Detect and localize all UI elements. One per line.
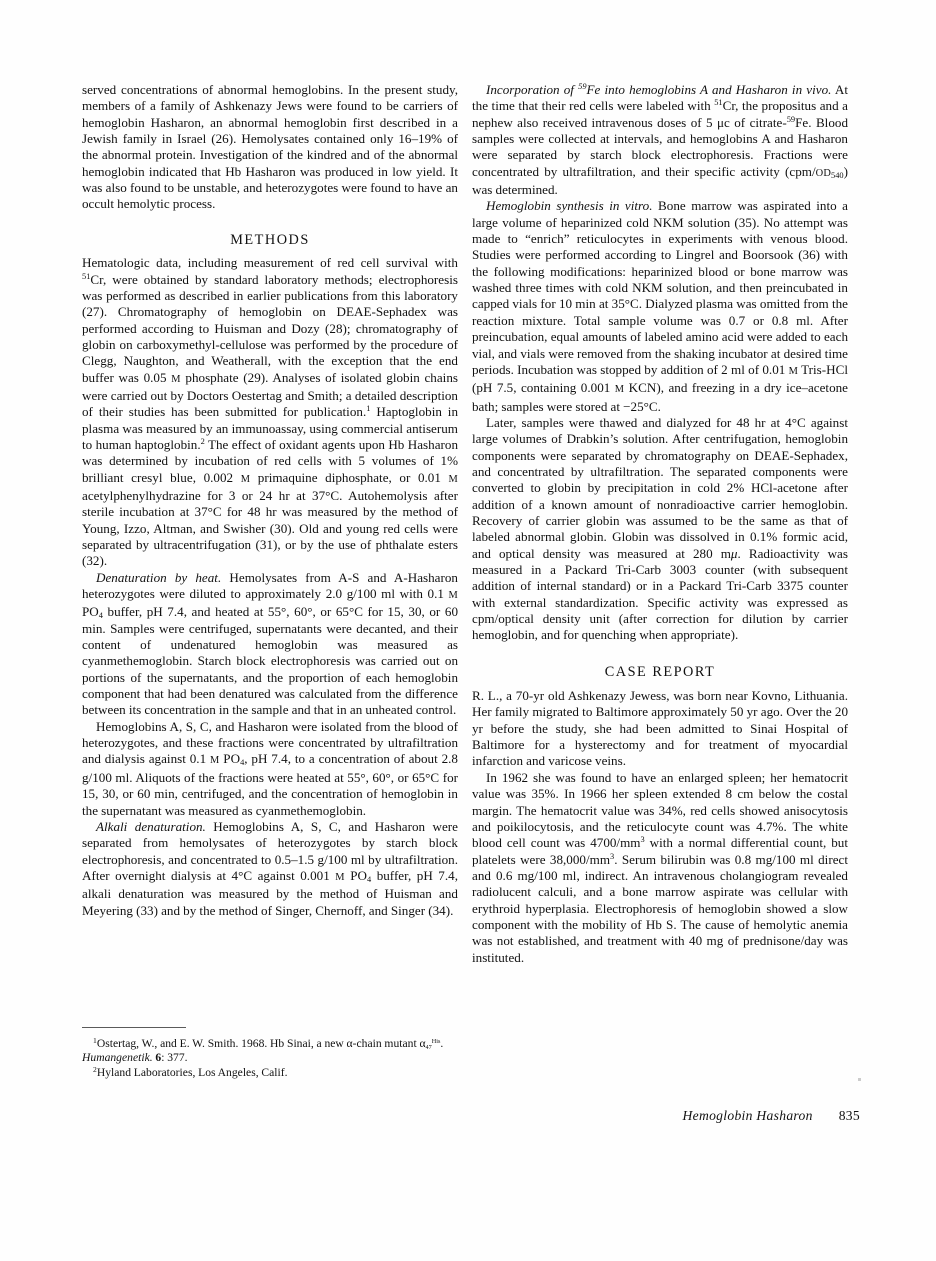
text-run: PO — [82, 604, 99, 620]
text-run: Hyland Laboratories, Los Angeles, Calif. — [96, 1065, 288, 1079]
smallcap-molar: M — [210, 755, 220, 767]
smallcap-molar: M — [448, 590, 458, 602]
footnote-marker-1[interactable]: 1 — [366, 404, 371, 414]
superscript-cubic-mm: 3 — [610, 851, 615, 861]
symbol-micro: μ — [730, 545, 738, 561]
text-run: KCN), and freezing in a dry ice–acetone bath; samples were stored at −25°C. — [472, 380, 848, 414]
spacer — [82, 248, 458, 255]
superscript-isotope-cr51: 51 — [714, 98, 723, 108]
footnote-number-1: 1 — [93, 1036, 97, 1045]
journal-name: Humangenetik. — [82, 1051, 153, 1065]
subscript-wavelength-540: 540 — [831, 170, 844, 180]
text-run: . Radioactivity was measured in a Packard Tri-Carb 3003 counter (with subsequent addition of internal standard) or in a Packard Tri-Carb 3375 counter with external standardization. Specific activity was expressed as cpm/optical density unit (after correction for dilution by carrier hemoglobin, and for quenching when appropriate). — [472, 545, 848, 643]
text-run: Haptoglobin in plasma was measured by an immunoassay, using commercial antiserum to human haptoglobin. — [82, 404, 458, 452]
text-run: primaquine diphosphate, or 0.01 — [250, 469, 449, 485]
subscript-phosphate-4: 4 — [366, 874, 372, 884]
footnote-marker-2[interactable]: 2 — [200, 436, 205, 446]
paragraph-denaturation-by-heat — [82, 570, 458, 719]
text-run: PO — [219, 751, 241, 767]
smallcap-molar: M — [614, 384, 625, 396]
spacer — [82, 213, 458, 232]
text-run: In 1962 she was found to have an enlarged spleen; her hematocrit value was 35%. In 1966 her spleen extended 8 cm below the costal margin. The hematocrit value was 34%, red cells showed anisocytosis and poikilocytosis, and the reticulocyte count was 4.7%. The white blood cell count was 4700/mm — [472, 769, 848, 851]
text-run: Bone marrow was aspirated into a large volume of heparinized cold NKM solution (35). No attempt was made to “enrich” reticulocytes in experiments with venous blood. Studies were performed according to Lingrel and Boorsook (36) with the following modifications: heparinized blood or bone marrow was washed three times with cold NKM solution, and then preincubated in capped vials for 10 min at 35°C. Dialyzed plasma was omitted from the reaction mixture. Total sample volume was 0.7 or 0.8 ml. After preincubation, equal amounts of labeled amino acid were added to each vial, and vials were removed from the shaking incubator at desired time periods. Incubation was stopped by addition of 2 ml of 0.01 — [472, 198, 848, 377]
paragraph-alkali-denaturation — [82, 819, 458, 919]
section-heading-methods: METHODS — [230, 231, 310, 248]
right-column — [472, 82, 848, 966]
run-in-heading-alkali: Alkali denaturation. — [96, 818, 206, 834]
journal-volume: 6 — [155, 1051, 162, 1065]
text-run: with a normal differential count, but platelets were 38,000/mm — [472, 835, 848, 867]
text-run: ) was determined. — [472, 163, 848, 198]
section-heading-case-report: CASE REPORT — [604, 663, 716, 680]
superscript-isotope-fe59: 59 — [786, 114, 796, 124]
text-run: . — [440, 1037, 444, 1050]
subscript-residue-position: 47 — [425, 1044, 432, 1051]
text-run: Hemolysates from A-S and A-Hasharon heterozygotes were diluted to approximately 2.0 g/100 ml with 0.1 — [82, 569, 458, 602]
text-run: Cr, the propositus and a nephew also received intravenous doses of 5 μc of citrate- — [472, 98, 848, 130]
smallcap-molar: M — [240, 473, 251, 485]
running-title: Hemoglobin Hasharon — [682, 1108, 813, 1123]
left-column — [82, 82, 458, 919]
paragraph-methods-hematologic — [82, 255, 458, 570]
smallcap-molar: M — [788, 365, 799, 377]
superscript-isotope-cr51: 51 — [82, 271, 91, 281]
run-in-heading-incorporation-a: Incorporation of — [486, 82, 579, 97]
text-run: : 377. — [161, 1051, 188, 1065]
spacer — [472, 644, 848, 664]
superscript-residue-his: His — [431, 1038, 441, 1045]
smallcap-molar: M — [448, 473, 458, 485]
text-run: Fe. Blood samples were collected at intervals, and hemoglobins A and Hasharon were separated by starch block electrophoresis. Fractions were concentrated by ultrafiltration, and their specific activity (cpm/ — [472, 114, 849, 179]
paragraph-hemoglobin-isolation — [82, 719, 458, 819]
text-run: , pH 7.4, to a concentration of about 2.8 g/100 ml. Aliquots of the fractions were heated at 55°, 60°, or 65°C for 15, 30, or 60 min, centrifuged, and the concentration of hemoglobin in the supernatant was measured as cyanmethemoglobin. — [82, 751, 458, 818]
text-run: At the time that their red cells were labeled with — [472, 82, 848, 114]
two-column-body — [82, 82, 860, 966]
footnote-block — [82, 1027, 458, 1080]
run-in-heading-denaturation: Denaturation by heat. — [96, 569, 222, 585]
text-run: Hematologic data, including measurement of red cell survival with — [82, 255, 458, 271]
run-in-heading-incorporation-b: Fe into hemoglobins A and Hasharon in vivo. — [586, 82, 832, 97]
footnote-separator-rule — [82, 1027, 186, 1028]
footnote-item-1 — [82, 1037, 458, 1066]
text-run: Tris-HCl (pH 7.5, containing 0.001 — [472, 361, 848, 396]
superscript-cubic-mm: 3 — [640, 835, 645, 845]
paragraph-case-history: R. L., a 70-yr old Ashkenazy Jewess, was born near Kovno, Lithuania. Her family migrated to Baltimore approximately 50 yr ago. Over the 20 yr before the study, she had been admitted to Sinai Hospital of Baltimore for a hysterectomy and for treatment of myocardial infarction and varicose veins. — [472, 688, 848, 769]
subscript-phosphate-4: 4 — [240, 758, 245, 768]
text-run: PO — [344, 867, 367, 883]
footnote-item-2 — [82, 1066, 458, 1080]
scan-artifact — [858, 1078, 861, 1081]
text-run: buffer, pH 7.4, alkali denaturation was measured by the method of Huisman and Meyering (33) and by the method of Singer, Chernoff, and Singer (34). — [82, 867, 458, 918]
text-run: Cr, were obtained by standard laboratory methods; electrophoresis was performed as described in earlier publications from this laboratory (27). Chromatography of hemoglobin on DEAE-Sephadex was performed according to Huisman and Dozy (28); chromatography of globin on carboxymethyl-cellulose was performed by the procedure of Clegg, Naughton, and Weatherall, with the exception that the end buffer was 0.05 — [82, 271, 458, 385]
text-run: Ostertag, W., and E. W. Smith. 1968. Hb Sinai, a new α-chain mutant α — [96, 1037, 426, 1050]
footnote-number-2: 2 — [93, 1064, 97, 1074]
text-run: . Serum bilirubin was 0.8 mg/100 ml direct and 0.6 mg/100 ml, indirect. An intravenous cholangiogram revealed radiolucent calculi, and a bone marrow aspirate was cellular with erythroid hyperplasia. Electrophoresis of hemoglobin showed a slow component with the mobility of Hb S. The cause of hemolytic anemia was not established, and treatment with 40 mg of prednisone/day was instituted. — [472, 851, 848, 965]
smallcap-optical-density: OD — [815, 167, 832, 179]
subscript-phosphate-4: 4 — [98, 611, 103, 621]
paragraph-fe59-incorporation — [472, 82, 848, 198]
smallcap-molar: M — [171, 373, 181, 385]
text-run: Later, samples were thawed and dialyzed for 48 hr at 4°C against large volumes of Drabkin’s solution. After centrifugation, hemoglobin components were separated by chromatography on DEAE-Sephadex, and concentrated by ultrafiltration. The separated components were converted to globin by precipitation in cold 2% HCl-acetone after addition of a known amount of nonradioactive carrier hemoglobin. Recovery of carrier globin was assumed to be the same as that of labeled abnormal globin. Globin was dissolved in 0.1% formic acid, and optical density was measured at 280 m — [472, 414, 848, 561]
text-run: Hemoglobins A, S, C, and Hasharon were isolated from the blood of heterozygotes, and these fractions were concentrated by ultrafiltration and dialysis against 0.1 — [82, 718, 458, 767]
text-run: phosphate (29). Analyses of isolated globin chains were carried out by Doctors Oestertag and Smith; a detailed description of their studies has been submitted for publication. — [82, 369, 458, 420]
paragraph-hemoglobin-synthesis — [472, 198, 848, 414]
spacer — [472, 680, 848, 688]
text-run: The effect of oxidant agents upon Hb Hasharon was determined by incubation of red cells with 5 volumes of 1% brilliant cresyl blue, 0.002 — [82, 436, 459, 485]
superscript-isotope-fe59: 59 — [578, 82, 587, 91]
paragraph-intro-continued: served concentrations of abnormal hemoglobins. In the present study, members of a family of Ashkenazy Jews were found to be carriers of hemoglobin Hasharon, an abnormal hemoglobin first described in a Jewish family in Israel (26). Hemolysates contained only 16–19% of the abnormal protein. Investigation of the kindred and of the abnormal hemoglobin indicated that Hb Hasharon was produced in low yield. It was also found to be unstable, and heterozygotes were found to have an occult hemolytic process. — [82, 82, 458, 212]
paragraph-sample-processing — [472, 415, 848, 644]
text-run: Hemoglobins A, S, C, and Hasharon were separated from hemolysates of heterozygotes by starch block electrophoresis, and concentrated to 0.5–1.5 g/100 ml by ultrafiltration. After overnight dialysis at 4°C against 0.001 — [82, 818, 458, 883]
text-run: acetylphenylhydrazine for 3 or 24 hr at 37°C. Autohemolysis after sterile incubation at 37°C for 48 hr was measured by the method of Young, Izzo, Altman, and Swisher (30). Old and young red cells were separated by ultracentrifugation (31), or by the use of phthalate esters (32). — [82, 487, 458, 569]
paragraph-laboratory-findings — [472, 770, 848, 966]
smallcap-molar: M — [335, 871, 345, 883]
run-in-heading-synthesis: Hemoglobin synthesis in vitro. — [486, 198, 653, 214]
text-run: buffer, pH 7.4, and heated at 55°, 60°, or 65°C for 15, 30, or 60 min. Samples were centrifuged, supernatants were decanted, and their content of undenatured hemoglobin was measured as cyanmethemoglobin. Starch block electrophoresis was carried out on portions of the supernatants, and the proportion of each hemoglobin component that had been denatured was calculated from the difference between its concentration in the sample and that in an unheated control. — [82, 604, 458, 718]
page-footer — [472, 1108, 860, 1124]
page-number: 835 — [838, 1108, 860, 1123]
